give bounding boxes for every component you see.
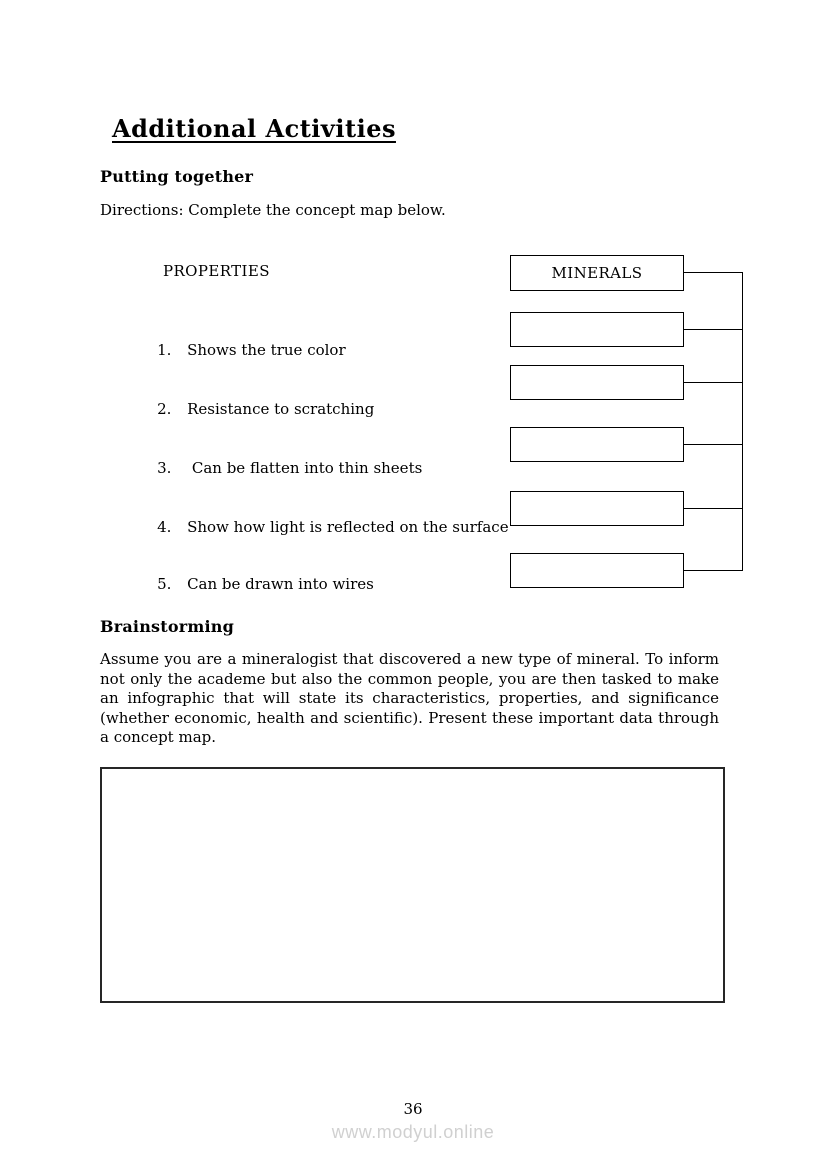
connector-line-2: [684, 382, 743, 383]
page-title: Additional Activities: [112, 114, 396, 143]
connector-line-4: [684, 508, 743, 509]
connector-line-3: [684, 444, 743, 445]
connector-line-5: [684, 570, 743, 571]
answer-box-4: [510, 491, 684, 526]
watermark-text: www.modyul.online: [331, 1122, 495, 1142]
property-item-text: Show how light is reflected on the surface: [187, 518, 509, 536]
concept-map-answer-area: [100, 767, 725, 1003]
property-item-1: [138, 323, 346, 377]
property-item-number: 1.: [157, 341, 172, 359]
minerals-root-label: MINERALS: [551, 264, 643, 282]
property-item-text: Shows the true color: [187, 341, 346, 359]
property-item-number: 2.: [157, 400, 172, 418]
property-item-number: 5.: [157, 575, 172, 593]
putting-together-heading: Putting together: [100, 167, 254, 186]
minerals-root-box: [510, 255, 684, 291]
answer-box-5: [510, 553, 684, 588]
property-item-3: [138, 441, 422, 495]
property-item-text: Can be drawn into wires: [187, 575, 374, 593]
property-item-text: Resistance to scratching: [187, 400, 375, 418]
property-item-2: [138, 382, 374, 436]
answer-box-3: [510, 427, 684, 462]
property-item-5: [138, 557, 374, 611]
connector-spine-line: [742, 272, 743, 571]
brainstorming-paragraph: Assume you are a mineralogist that discovered a new type of mineral. To inform not only the academe but also the common people, you are then tasked to make an infographic that will state its characteristics, properties, and significance (whether economic, health and scientific). Present these important data through a concept map.: [100, 650, 719, 747]
property-item-text: Can be flatten into thin sheets: [187, 459, 423, 477]
property-item-4: [138, 500, 509, 554]
property-item-number: 4.: [157, 518, 172, 536]
page-number: 36: [403, 1100, 423, 1118]
connector-line-root: [684, 272, 743, 273]
property-item-number: 3.: [157, 459, 172, 477]
connector-line-1: [684, 329, 743, 330]
properties-column-label: PROPERTIES: [163, 262, 270, 280]
brainstorming-heading: Brainstorming: [100, 617, 234, 636]
directions-text: Directions: Complete the concept map below.: [100, 201, 446, 219]
answer-box-2: [510, 365, 684, 400]
answer-box-1: [510, 312, 684, 347]
